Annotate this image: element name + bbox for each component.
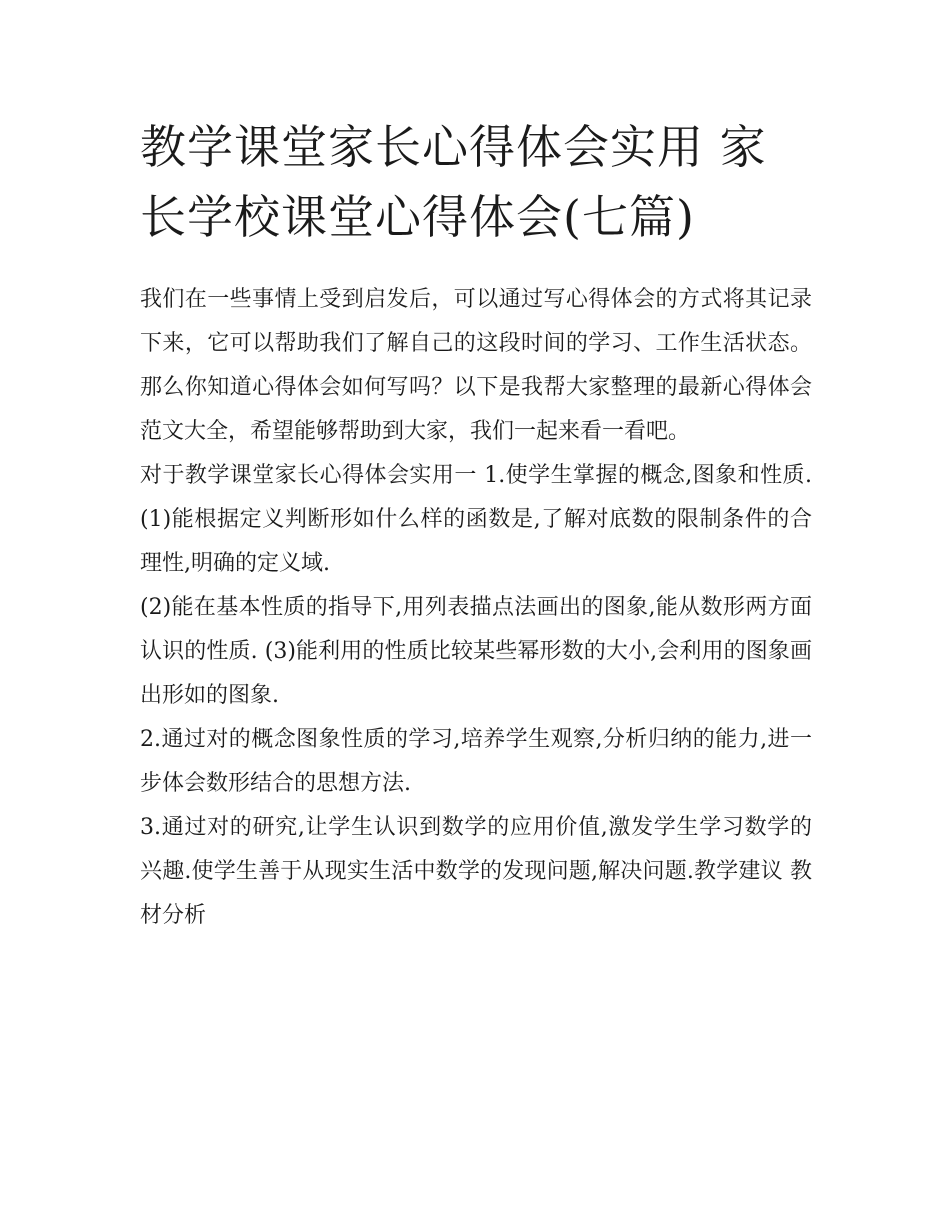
paragraph-objective-1-cont: (2)能在基本性质的指导下,用列表描点法画出的图象,能从数形两方面认识的性质. (3)能利用的性质比较某些幂形数的大小,会利用的图象画出形如的图象. — [140, 595, 812, 708]
document-page — [140, 112, 812, 938]
paragraph-objective-3: 3.通过对的研究,让学生认识到数学的应用价值,激发学生学习数学的兴趣.使学生善于从现实生活中数学的发现问题,解决问题.教学建议 教材分析 — [140, 815, 812, 928]
paragraph-objective-1: 对于教学课堂家长心得体会实用一 1.使学生掌握的概念,图象和性质. (1)能根据定义判断形如什么样的函数是,了解对底数的限制条件的合理性,明确的定义域. — [140, 463, 812, 576]
paragraph-intro: 我们在一些事情上受到启发后，可以通过写心得体会的方式将其记录下来，它可以帮助我们了解自己的这段时间的学习、工作生活状态。那么你知道心得体会如何写吗？以下是我帮大家整理的最新心得体会范文大全，希望能够帮助到大家，我们一起来看一看吧。 — [140, 287, 812, 444]
document-title: 教学课堂家长心得体会实用 家长学校课堂心得体会(七篇) — [140, 120, 767, 244]
paragraph-objective-2: 2.通过对的概念图象性质的学习,培养学生观察,分析归纳的能力,进一步体会数形结合的思想方法. — [140, 727, 812, 796]
